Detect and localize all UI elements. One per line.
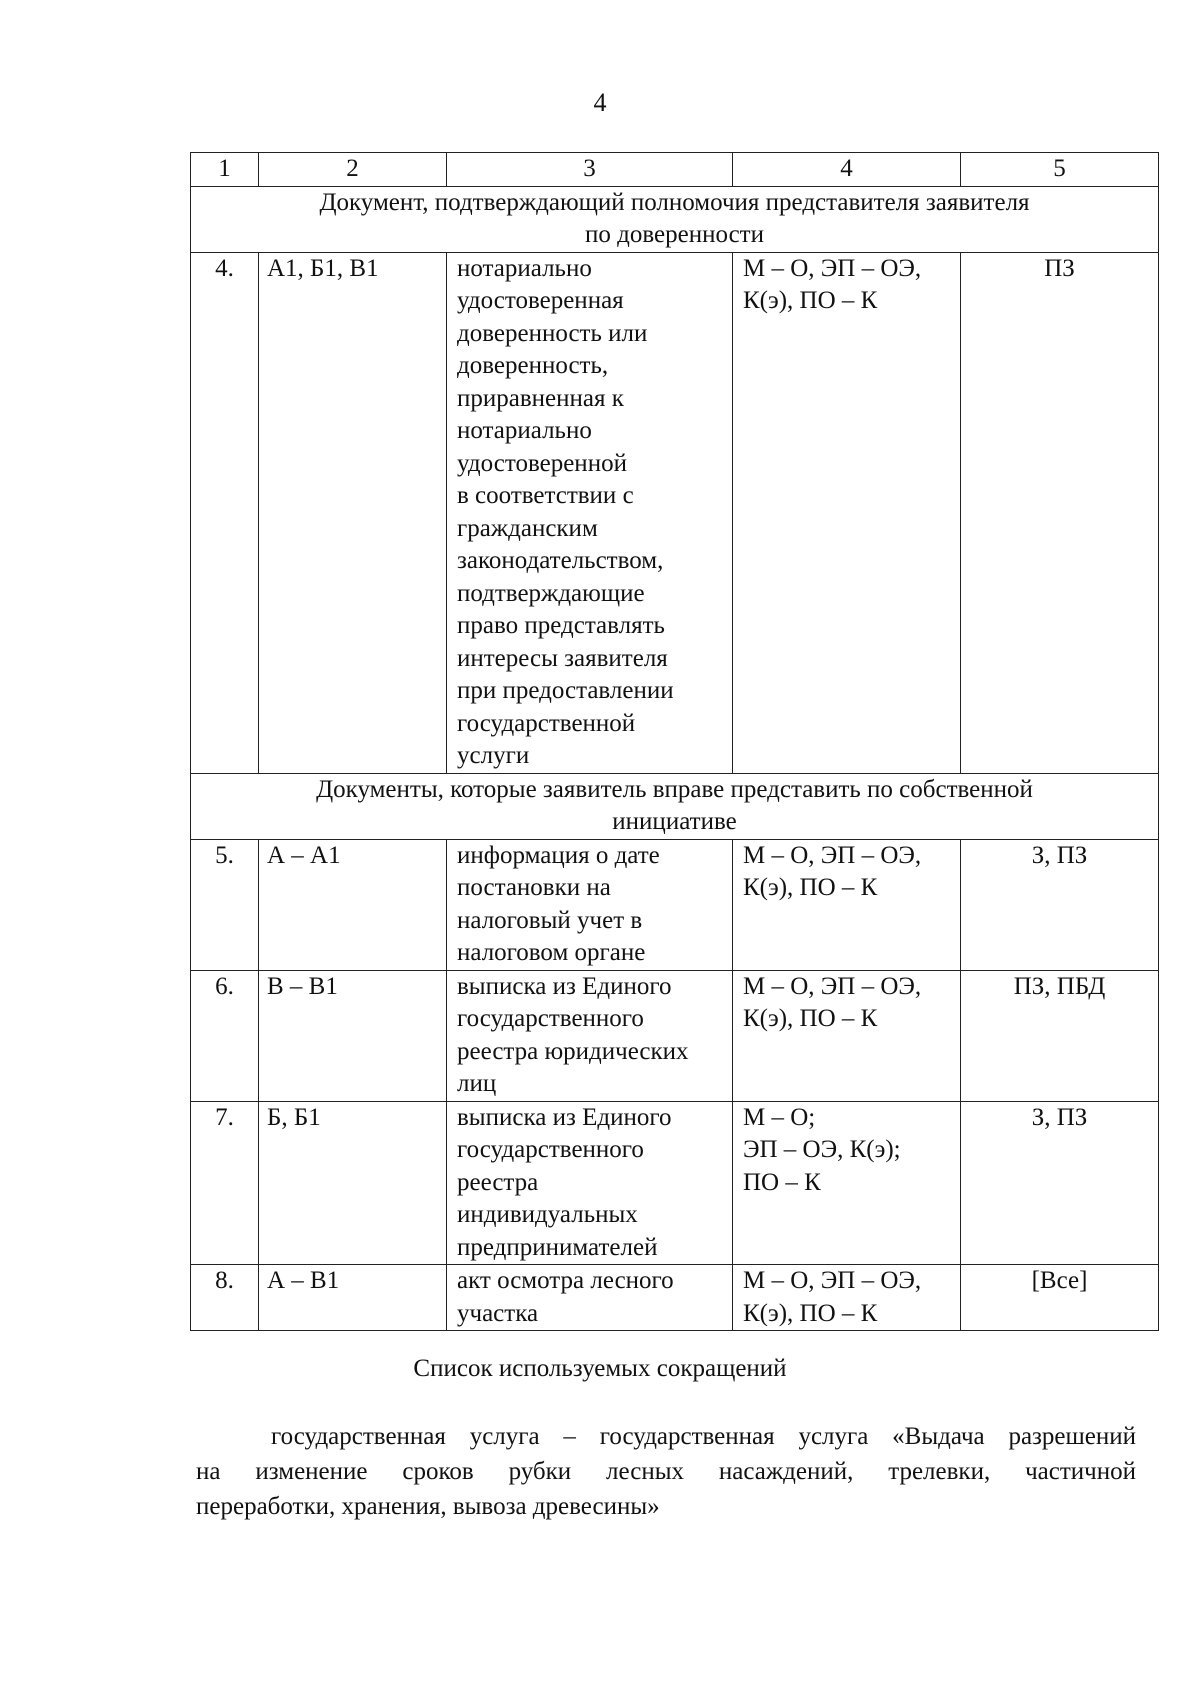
source-codes: З, ПЗ [961, 1101, 1159, 1265]
applicant-categories: В – В1 [259, 970, 447, 1101]
abbreviations-title: Список используемых сокращений [413, 1355, 787, 1382]
header-cell-3: 3 [447, 153, 733, 187]
header-cell-2: 2 [259, 153, 447, 187]
documents-table [190, 152, 1159, 1331]
submission-forms: М – О, ЭП – ОЭ, К(э), ПО – К [733, 1265, 961, 1331]
applicant-categories: Б, Б1 [259, 1101, 447, 1265]
source-codes: ПЗ [961, 252, 1159, 773]
header-cell-1: 1 [191, 153, 259, 187]
row-number: 6. [191, 970, 259, 1101]
row-number: 7. [191, 1101, 259, 1265]
document-name: акт осмотра лесного участка [447, 1265, 733, 1331]
document-name: нотариально удостоверенная доверенность или доверенность, приравненная к нотариально удостоверенной в соответствии с гражданским законодательством, подтверждающие право представлять интересы заявителя при предоставлении государственной услуги [447, 252, 733, 773]
document-name: выписка из Единого государственного реестра индивидуальных предпринимателей [447, 1101, 733, 1265]
section-row-authority [191, 186, 1159, 252]
row-number: 8. [191, 1265, 259, 1331]
source-codes: [Все] [961, 1265, 1159, 1331]
page-number: 4 [593, 88, 607, 117]
table-row [191, 1265, 1159, 1331]
submission-forms: М – О, ЭП – ОЭ, К(э), ПО – К [733, 970, 961, 1101]
table-row [191, 970, 1159, 1101]
submission-forms: М – О; ЭП – ОЭ, К(э); ПО – К [733, 1101, 961, 1265]
header-cell-5: 5 [961, 153, 1159, 187]
section-heading: Документы, которые заявитель вправе представить по собственной инициативе [191, 773, 1159, 839]
applicant-categories: А1, Б1, В1 [259, 252, 447, 773]
source-codes: З, ПЗ [961, 839, 1159, 970]
applicant-categories: А – В1 [259, 1265, 447, 1331]
header-cell-4: 4 [733, 153, 961, 187]
section-heading: Документ, подтверждающий полномочия представителя заявителя по доверенности [191, 186, 1159, 252]
paragraph-line: на изменение сроков рубки лесных насаждений, трелевки, частичной [196, 1458, 1136, 1485]
table-row [191, 1101, 1159, 1265]
submission-forms: М – О, ЭП – ОЭ, К(э), ПО – К [733, 252, 961, 773]
table-row [191, 839, 1159, 970]
submission-forms: М – О, ЭП – ОЭ, К(э), ПО – К [733, 839, 961, 970]
paragraph-line: государственная услуга – государственная услуга «Выдача разрешений [271, 1423, 1136, 1450]
row-number: 5. [191, 839, 259, 970]
header-row [191, 153, 1159, 187]
document-name: выписка из Единого государственного реестра юридических лиц [447, 970, 733, 1101]
paragraph-line: переработки, хранения, вывоза древесины» [196, 1493, 660, 1520]
section-row-optional [191, 773, 1159, 839]
table-row [191, 252, 1159, 773]
applicant-categories: А – А1 [259, 839, 447, 970]
abbreviations-paragraph [196, 1419, 1136, 1524]
document-name: информация о дате постановки на налоговый учет в налоговом органе [447, 839, 733, 970]
source-codes: ПЗ, ПБД [961, 970, 1159, 1101]
row-number: 4. [191, 252, 259, 773]
